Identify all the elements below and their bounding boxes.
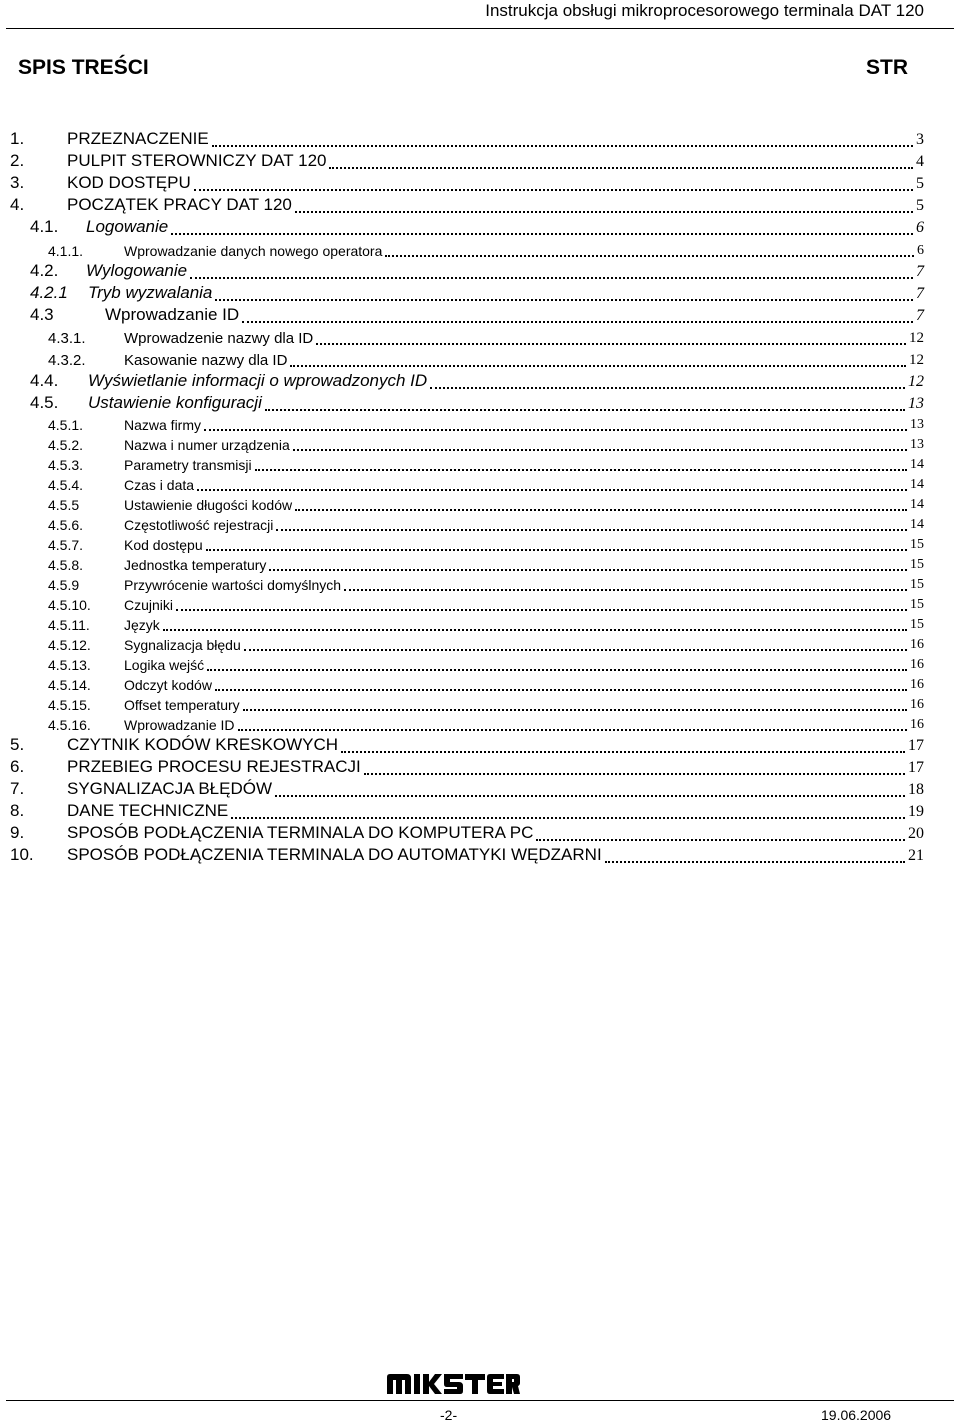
toc-leader-dots [265,409,905,411]
toc-leader-dots [293,449,907,451]
toc-entry-number: 4.5.16. [48,717,91,733]
toc-entry-page: 16 [910,717,924,732]
toc-entry-page: 15 [910,537,924,552]
toc-leader-dots [364,773,905,775]
toc-leader-dots [536,839,905,841]
toc-entry[interactable] [0,417,960,437]
table-of-contents [0,131,960,869]
toc-entry[interactable] [0,329,960,351]
toc-entry-title: Wprowadzanie ID [105,305,240,324]
footer-divider [6,1400,954,1401]
toc-entry-title: Wprowadzanie danych nowego operatora [124,243,383,259]
toc-entry-number: 1. [10,129,25,148]
toc-entry-number: 4.2. [30,261,59,280]
toc-leader-dots [244,649,907,651]
toc-entry-number: 4.3.2. [48,352,86,369]
toc-entry[interactable] [0,759,960,781]
toc-entry[interactable] [0,847,960,869]
toc-leader-dots [215,299,913,301]
toc-entry[interactable] [0,395,960,417]
toc-entry-page: 5 [916,197,924,214]
toc-leader-dots [276,529,907,531]
toc-entry-page: 6 [916,219,924,236]
toc-entry-page: 15 [910,617,924,632]
toc-entry-number: 4.5.1. [48,417,84,433]
toc-entry[interactable] [0,657,960,677]
toc-entry-page: 12 [909,330,924,346]
toc-entry[interactable] [0,537,960,557]
toc-entry[interactable] [0,307,960,329]
document-header-title: Instrukcja obsługi mikroprocesorowego terminala DAT 120 [485,1,924,20]
toc-entry-page: 4 [916,153,924,170]
toc-entry-number: 2. [10,151,25,170]
toc-entry-title: Jednostka temperatury [124,557,267,573]
toc-entry-page: 13 [910,417,924,432]
toc-leader-dots [176,609,907,611]
toc-entry[interactable] [0,717,960,737]
toc-entry-number: 4.5.10. [48,597,91,613]
toc-entry-page: 17 [908,759,924,776]
toc-leader-dots [269,569,907,571]
toc-entry-page: 14 [910,517,924,532]
document-date: 19.06.2006 [821,1407,892,1423]
toc-entry-title: Język [124,617,160,633]
header-divider [6,28,954,29]
toc-entry[interactable] [0,219,960,241]
toc-leader-dots [212,145,913,147]
toc-entry-number: 4.5.15. [48,697,91,713]
toc-entry-page: 15 [910,557,924,572]
toc-entry[interactable] [0,597,960,617]
toc-entry-title: Logika wejść [124,657,205,673]
toc-entry[interactable] [0,153,960,175]
toc-leader-dots [344,589,907,591]
toc-entry-title: Ustawienie konfiguracji [88,393,262,412]
toc-entry-title: Parametry transmisji [124,457,252,473]
toc-entry-page: 5 [916,175,924,192]
toc-entry-number: 3. [10,173,25,192]
toc-leader-dots [197,489,907,491]
toc-entry-page: 17 [908,737,924,754]
toc-leader-dots [430,387,905,389]
toc-entry-title: Czujniki [124,597,174,613]
toc-entry-title: Nazwa firmy [124,417,202,433]
toc-entry-number: 6. [10,757,25,776]
toc-leader-dots [163,629,907,631]
toc-entry[interactable] [0,637,960,657]
toc-leader-dots [295,211,913,213]
toc-entry-number: 10. [10,845,34,864]
toc-entry-number: 4.5.6. [48,517,84,533]
toc-leader-dots [316,343,906,345]
toc-entry-number: 4.5.5 [48,497,80,513]
toc-entry-title: Kod dostępu [124,537,203,553]
toc-leader-dots [341,751,905,753]
page-number: -2- [440,1407,458,1423]
toc-entry[interactable] [0,557,960,577]
toc-entry[interactable] [0,131,960,153]
toc-leader-dots [295,509,907,511]
toc-entry-title: PRZEBIEG PROCESU REJESTRACJI [67,757,361,776]
toc-leader-dots [171,233,913,235]
toc-leader-dots [231,817,905,819]
toc-entry-number: 5. [10,735,25,754]
toc-entry-title: Wyświetlanie informacji o wprowadzonych ID [88,371,428,390]
toc-entry-title: POCZĄTEK PRACY DAT 120 [67,195,292,214]
toc-entry-page: 21 [908,847,924,864]
toc-entry-number: 4.5.2. [48,437,84,453]
toc-entry-title: Wprowadzanie ID [124,717,235,733]
toc-entry-number: 4.5.9 [48,577,80,593]
toc-entry[interactable] [0,241,960,263]
toc-entry-number: 4.5.13. [48,657,91,673]
toc-entry-title: SPOSÓB PODŁĄCZENIA TERMINALA DO KOMPUTERA PC [67,823,534,842]
toc-leader-dots [194,189,913,191]
toc-entry[interactable] [0,477,960,497]
toc-entry[interactable] [0,517,960,537]
toc-entry-title: DANE TECHNICZNE [67,801,229,820]
toc-entry[interactable] [0,737,960,759]
toc-entry-number: 4.1. [30,217,59,236]
toc-leader-dots [605,861,905,863]
toc-entry-number: 4.5.14. [48,677,91,693]
toc-entry-page: 14 [910,477,924,492]
toc-entry-title: SYGNALIZACJA BŁĘDÓW [67,779,272,798]
toc-leader-dots [204,429,907,431]
toc-entry-number: 8. [10,801,25,820]
toc-entry[interactable] [0,803,960,825]
toc-entry[interactable] [0,373,960,395]
toc-entry-page: 15 [910,597,924,612]
toc-entry-title: SPOSÓB PODŁĄCZENIA TERMINALA DO AUTOMATYKI WĘDZARNI [67,845,602,864]
toc-entry-page: 14 [910,457,924,472]
toc-entry[interactable] [0,497,960,517]
toc-entry-title: Kasowanie nazwy dla ID [124,352,288,369]
toc-entry-number: 4.3.1. [48,330,86,347]
toc-entry-number: 9. [10,823,25,842]
toc-leader-dots [290,365,906,367]
toc-entry-page: 3 [916,131,924,148]
toc-leader-dots [385,255,914,257]
toc-entry[interactable] [0,263,960,285]
toc-entry[interactable] [0,457,960,477]
toc-entry-number: 4.5.4. [48,477,84,493]
toc-leader-dots [329,167,913,169]
toc-entry-page: 20 [908,825,924,842]
toc-entry-title: KOD DOSTĘPU [67,173,191,192]
toc-leader-dots [190,277,913,279]
toc-entry[interactable] [0,781,960,803]
toc-entry-title: PULPIT STEROWNICZY DAT 120 [67,151,327,170]
toc-leader-dots [238,729,907,731]
toc-entry-number: 4. [10,195,25,214]
toc-entry-title: Sygnalizacja błędu [124,637,241,653]
toc-entry-number: 4.5.12. [48,637,91,653]
toc-leader-dots [215,689,907,691]
toc-entry-number: 4.5.3. [48,457,84,473]
toc-entry-page: 7 [916,285,924,302]
toc-entry-title: CZYTNIK KODÓW KRESKOWYCH [67,735,339,754]
toc-entry-title: Częstotliwość rejestracji [124,517,274,533]
toc-entry-number: 4.4. [30,371,59,390]
toc-leader-dots [255,469,907,471]
toc-entry[interactable] [0,175,960,197]
toc-entry-page: 16 [910,677,924,692]
toc-entry-title: Offset temperatury [124,697,240,713]
toc-entry-title: Logowanie [86,217,169,236]
toc-leader-dots [206,549,907,551]
toc-leader-dots [242,321,913,323]
toc-entry-title: Ustawienie długości kodów [124,497,293,513]
toc-entry-page: 7 [916,263,924,280]
toc-entry[interactable] [0,577,960,597]
toc-leader-dots [207,669,907,671]
toc-entry-page: 6 [917,243,924,258]
toc-page-column-label: STR [866,56,908,79]
toc-entry-page: 16 [910,637,924,652]
toc-entry-title: Odczyt kodów [124,677,212,693]
toc-entry-number: 7. [10,779,25,798]
toc-entry-number: 4.3 [30,305,54,324]
toc-entry-page: 13 [908,395,924,412]
toc-entry-page: 16 [910,657,924,672]
toc-entry-page: 13 [910,437,924,452]
toc-entry-title: Wylogowanie [86,261,188,280]
toc-entry[interactable] [0,697,960,717]
toc-entry-number: 4.5.11. [48,617,90,633]
toc-entry-number: 4.5.7. [48,537,84,553]
toc-entry[interactable] [0,197,960,219]
toc-entry[interactable] [0,617,960,637]
toc-entry-page: 7 [916,307,924,324]
toc-entry[interactable] [0,677,960,697]
toc-entry-page: 12 [909,352,924,368]
toc-heading: SPIS TREŚCI [18,56,149,79]
toc-entry-number: 4.1.1. [48,243,84,259]
toc-entry-number: 4.2.1 [30,283,68,302]
toc-entry-page: 12 [908,373,924,390]
toc-entry[interactable] [0,351,960,373]
toc-entry-title: PRZEZNACZENIE [67,129,209,148]
toc-leader-dots [243,709,907,711]
toc-entry-page: 15 [910,577,924,592]
toc-entry-number: 4.5. [30,393,59,412]
toc-entry-page: 14 [910,497,924,512]
mikster-logo [385,1372,521,1401]
toc-leader-dots [275,795,905,797]
toc-entry-number: 4.5.8. [48,557,84,573]
toc-entry-page: 19 [908,803,924,820]
toc-entry[interactable] [0,437,960,457]
toc-entry-title: Wprowadzenie nazwy dla ID [124,330,314,347]
toc-entry[interactable] [0,825,960,847]
toc-entry[interactable] [0,285,960,307]
toc-entry-title: Czas i data [124,477,195,493]
toc-entry-title: Nazwa i numer urządzenia [124,437,290,453]
toc-entry-page: 16 [910,697,924,712]
toc-entry-page: 18 [908,781,924,798]
toc-entry-title: Przywrócenie wartości domyślnych [124,577,342,593]
toc-entry-title: Tryb wyzwalania [88,283,213,302]
